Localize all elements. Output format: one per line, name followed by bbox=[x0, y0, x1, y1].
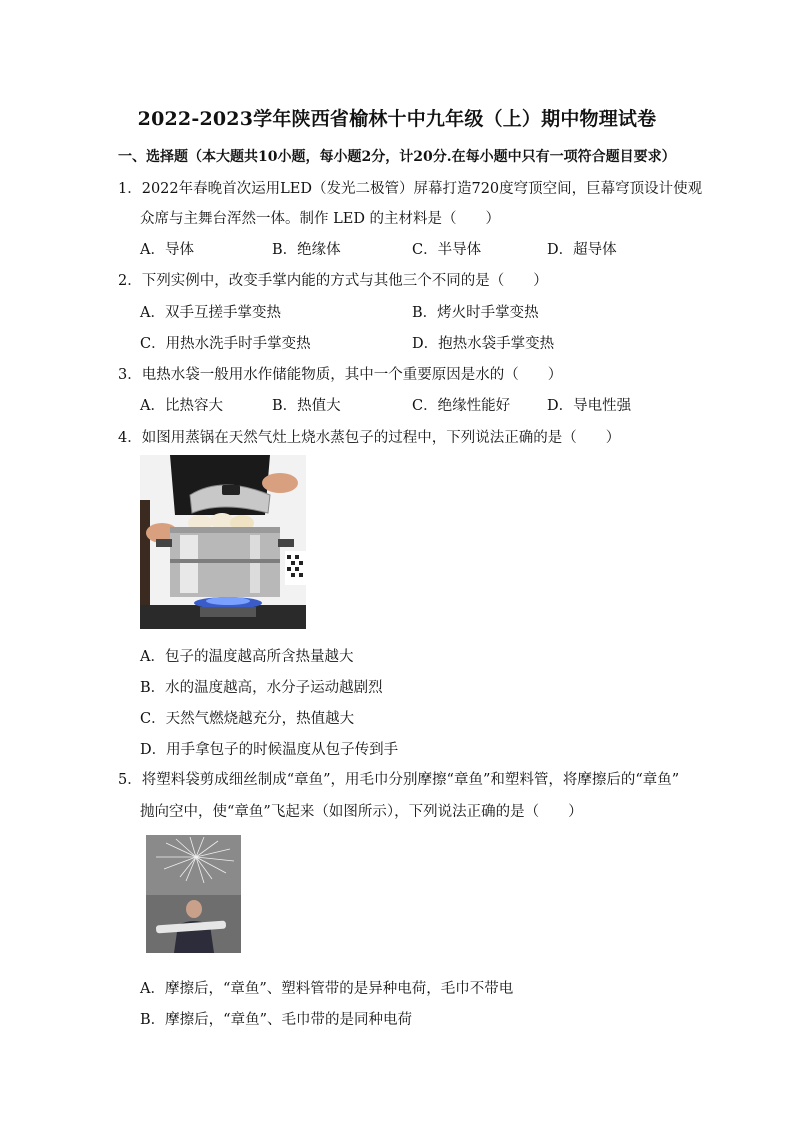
plastic-octopus-image bbox=[146, 835, 241, 953]
steamer-pot-image bbox=[140, 455, 306, 629]
q2-option-a[interactable]: A．双手互搓手掌变热 bbox=[140, 305, 281, 321]
section-heading: 一、选择题（本大题共10小题，每小题2分，计20分.在每小题中只有一项符合题目要求） bbox=[118, 149, 676, 165]
q3-option-a[interactable]: A．比热容大 bbox=[140, 398, 223, 414]
question-2-text: 2．下列实例中，改变手掌内能的方式与其他三个不同的是（ ） bbox=[118, 273, 548, 289]
question-1-text-cont: 众席与主舞台浑然一体。制作 LED 的主材料是（ ） bbox=[140, 211, 501, 227]
q3-option-d[interactable]: D．导电性强 bbox=[547, 398, 632, 414]
q3-option-c[interactable]: C．绝缘性能好 bbox=[412, 398, 511, 414]
q1-option-c[interactable]: C．半导体 bbox=[412, 242, 482, 258]
question-4-text: 4．如图用蒸锅在天然气灶上烧水蒸包子的过程中，下列说法正确的是（ ） bbox=[118, 430, 621, 446]
q1-option-d[interactable]: D．超导体 bbox=[547, 242, 617, 258]
q4-option-b[interactable]: B．水的温度越高，水分子运动越剧烈 bbox=[140, 680, 383, 696]
question-5-text-cont: 抛向空中，使“章鱼”飞起来（如图所示），下列说法正确的是（ ） bbox=[140, 804, 583, 820]
q4-option-c[interactable]: C．天然气燃烧越充分，热值越大 bbox=[140, 711, 355, 727]
exam-title: 2022-2023学年陕西省榆林十中九年级（上）期中物理试卷 bbox=[137, 108, 657, 130]
q5-option-b[interactable]: B．摩擦后，“章鱼”、毛巾带的是同种电荷 bbox=[140, 1012, 412, 1028]
q2-option-c[interactable]: C．用热水洗手时手掌变热 bbox=[140, 336, 311, 352]
q4-option-d[interactable]: D．用手拿包子的时候温度从包子传到手 bbox=[140, 742, 399, 758]
q2-option-b[interactable]: B．烤火时手掌变热 bbox=[412, 305, 539, 321]
q4-option-a[interactable]: A．包子的温度越高所含热量越大 bbox=[140, 649, 354, 665]
question-1-text: 1．2022年春晚首次运用LED（发光二极管）屏幕打造720度穹顶空间，巨幕穹顶设计使观 bbox=[118, 181, 703, 197]
question-5-text: 5．将塑料袋剪成细丝制成“章鱼”，用毛巾分别摩擦“章鱼”和塑料管，将摩擦后的“章鱼” bbox=[118, 772, 680, 788]
q2-option-d[interactable]: D．抱热水袋手掌变热 bbox=[412, 336, 555, 352]
q1-option-a[interactable]: A．导体 bbox=[140, 242, 194, 258]
q3-option-b[interactable]: B．热值大 bbox=[272, 398, 341, 414]
q1-option-b[interactable]: B．绝缘体 bbox=[272, 242, 341, 258]
q5-option-a[interactable]: A．摩擦后，“章鱼”、塑料管带的是异种电荷，毛巾不带电 bbox=[140, 981, 514, 997]
question-3-text: 3．电热水袋一般用水作储能物质，其中一个重要原因是水的（ ） bbox=[118, 367, 563, 383]
